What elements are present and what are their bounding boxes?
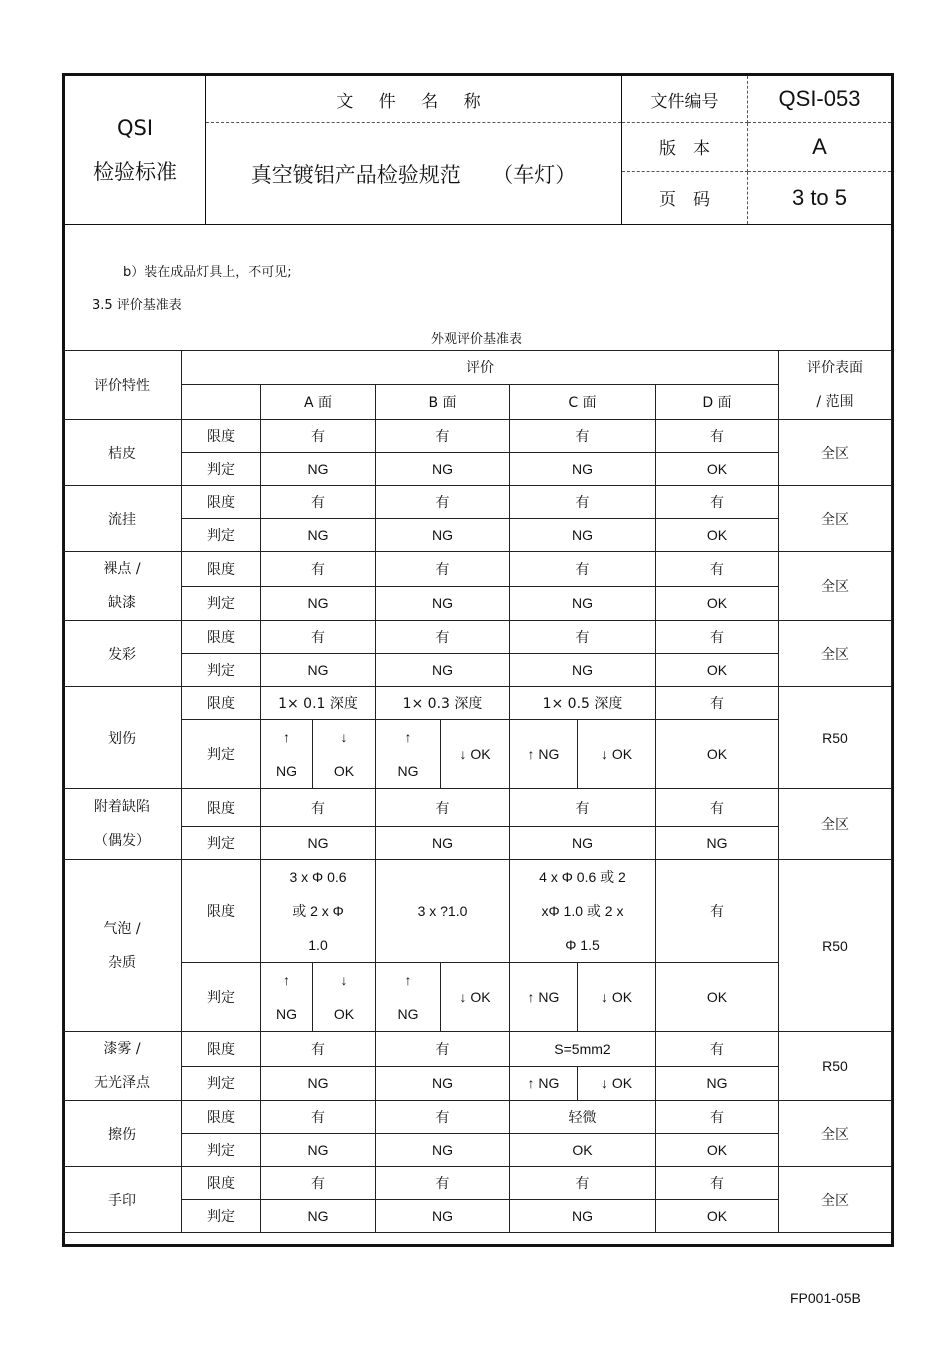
- cell: ↑ NG: [510, 1066, 578, 1101]
- cell: NG: [656, 827, 779, 860]
- cell: 有: [376, 420, 510, 453]
- cell: NG: [510, 519, 656, 552]
- cell: [376, 720, 441, 789]
- judge-label: 判定: [182, 1134, 261, 1167]
- cell: [261, 963, 313, 1032]
- col-surface-1: 评价表面: [807, 360, 863, 376]
- feature-name: 擦伤: [63, 1101, 182, 1167]
- limit-label: 限度: [182, 486, 261, 519]
- cell: 有: [376, 552, 510, 587]
- table-row: [63, 1167, 892, 1200]
- cell: ↑ NG: [510, 720, 578, 789]
- feature-name: [63, 1032, 182, 1101]
- cell: 有: [510, 789, 656, 827]
- feature-name: 手印: [63, 1167, 182, 1233]
- judge-label: 判定: [182, 586, 261, 621]
- judge-label: 判定: [182, 519, 261, 552]
- cell: NG: [261, 1200, 376, 1233]
- col-feature: 评价特性: [63, 351, 182, 420]
- judge-label: 判定: [182, 1066, 261, 1101]
- cell: 有: [656, 621, 779, 654]
- col-a: A 面: [261, 384, 376, 419]
- cell: 有: [261, 789, 376, 827]
- cell: 有: [656, 789, 779, 827]
- feature-name: [63, 860, 182, 1032]
- cell-line: 1.0: [308, 937, 328, 953]
- cell-text: OK: [333, 1006, 355, 1022]
- cell: ↑ NG: [510, 963, 578, 1032]
- cell: NG: [261, 519, 376, 552]
- doc-title: 真空镀铝产品检验规范 （车灯）: [206, 123, 622, 225]
- table-row: [63, 420, 892, 453]
- cell: 有: [656, 1032, 779, 1067]
- cell: 有: [510, 420, 656, 453]
- page-label: 页 码: [622, 171, 748, 224]
- feature-name-line: （偶发）: [94, 833, 150, 849]
- table-row: [63, 1101, 892, 1134]
- limit-label: 限度: [182, 552, 261, 587]
- cell: NG: [261, 453, 376, 486]
- range-cell: 全区: [779, 552, 892, 621]
- header-standard: 检验标准: [93, 160, 177, 184]
- table-title: 外观评价基准表: [430, 332, 522, 347]
- feature-name: 流挂: [63, 486, 182, 552]
- cell: 有: [261, 486, 376, 519]
- range-cell: 全区: [779, 486, 892, 552]
- cell: ↓ OK: [441, 963, 510, 1032]
- cell: 1× 0.3 深度: [376, 687, 510, 720]
- cell: 有: [261, 1101, 376, 1134]
- range-cell: R50: [779, 687, 892, 789]
- range-cell: R50: [779, 1032, 892, 1101]
- feature-name: 桔皮: [63, 420, 182, 486]
- arrow-up-icon: ↑: [283, 972, 290, 988]
- doc-name-label: 文 件 名 称: [206, 75, 622, 123]
- judge-label: 判定: [182, 453, 261, 486]
- cell-line: 3 x Φ 0.6: [289, 869, 347, 885]
- cell: NG: [261, 1066, 376, 1101]
- cell: 有: [376, 1101, 510, 1134]
- feature-name: 发彩: [63, 621, 182, 687]
- cell: 1× 0.1 深度: [261, 687, 376, 720]
- cell: ↓ OK: [578, 720, 656, 789]
- cell: NG: [510, 453, 656, 486]
- range-cell: 全区: [779, 789, 892, 860]
- cell-line: Φ 1.5: [565, 937, 600, 953]
- feature-name-line: 气泡 /: [103, 920, 141, 937]
- cell: 有: [656, 1101, 779, 1134]
- form-code: FP001-05B: [790, 1290, 861, 1306]
- cell-text: NG: [397, 1006, 419, 1022]
- doc-number: QSI-053: [748, 75, 893, 123]
- col-d: D 面: [656, 384, 779, 419]
- cell: 有: [510, 552, 656, 587]
- cell: ↓ OK: [578, 1066, 656, 1101]
- cell: NG: [376, 586, 510, 621]
- arrow-down-icon: ↓: [340, 729, 348, 745]
- cell-text: NG: [276, 763, 297, 779]
- range-cell: 全区: [779, 1167, 892, 1233]
- cell: 有: [261, 552, 376, 587]
- range-cell: R50: [779, 860, 892, 1032]
- cell: ↓ OK: [441, 720, 510, 789]
- cell: NG: [261, 654, 376, 687]
- header-left: [64, 75, 206, 225]
- cell: NG: [376, 654, 510, 687]
- cell: 有: [656, 1167, 779, 1200]
- cell: 有: [656, 420, 779, 453]
- cell: 有: [261, 621, 376, 654]
- cell: 3 x ?1.0: [376, 860, 510, 963]
- cell: 有: [261, 420, 376, 453]
- arrow-up-icon: ↑: [404, 972, 412, 988]
- doc-number-label: 文件编号: [622, 75, 748, 123]
- col-b: B 面: [376, 384, 510, 419]
- cell: NG: [261, 586, 376, 621]
- cell: 有: [376, 789, 510, 827]
- cell: 有: [510, 1167, 656, 1200]
- cell: 有: [261, 1032, 376, 1067]
- cell: 有: [261, 1167, 376, 1200]
- cell: [313, 963, 376, 1032]
- arrow-down-icon: ↓: [340, 972, 348, 988]
- cell: 有: [376, 621, 510, 654]
- table-row: [63, 1032, 892, 1067]
- arrow-up-icon: ↑: [404, 729, 412, 745]
- cell: [510, 860, 656, 963]
- cell: 有: [376, 1167, 510, 1200]
- cell: 轻微: [510, 1101, 656, 1134]
- document-header: [62, 73, 894, 225]
- cell-text: NG: [276, 1006, 297, 1022]
- cell: NG: [376, 453, 510, 486]
- cell-text: OK: [333, 763, 355, 779]
- evaluation-table: [62, 350, 892, 1233]
- judge-label: 判定: [182, 1200, 261, 1233]
- cell: NG: [510, 827, 656, 860]
- col-c: C 面: [510, 384, 656, 419]
- feature-name-line: 附着缺陷: [94, 799, 150, 815]
- cell: OK: [656, 1200, 779, 1233]
- limit-label: 限度: [182, 789, 261, 827]
- cell: [261, 860, 376, 963]
- cell-line: xΦ 1.0 或 2 x: [541, 903, 624, 919]
- cell: 有: [656, 552, 779, 587]
- table-row: [63, 789, 892, 827]
- cell: NG: [656, 1066, 779, 1101]
- cell: NG: [510, 586, 656, 621]
- cell: [376, 963, 441, 1032]
- table-row: [63, 860, 892, 963]
- feature-name-line: 无光泽点: [94, 1075, 150, 1091]
- limit-label: 限度: [182, 621, 261, 654]
- range-cell: 全区: [779, 1101, 892, 1167]
- cell: NG: [376, 1134, 510, 1167]
- cell: 有: [510, 486, 656, 519]
- feature-name-line: 裸点 /: [103, 561, 141, 577]
- cell: OK: [656, 586, 779, 621]
- section-title: 3.5 评价基准表: [92, 298, 182, 313]
- feature-name: [63, 552, 182, 621]
- range-cell: 全区: [779, 420, 892, 486]
- limit-label: 限度: [182, 1167, 261, 1200]
- cell: NG: [376, 1066, 510, 1101]
- cell: NG: [510, 1200, 656, 1233]
- table-row: [63, 486, 892, 519]
- limit-label: 限度: [182, 420, 261, 453]
- cell-text: NG: [397, 763, 419, 779]
- range-cell: 全区: [779, 621, 892, 687]
- feature-name-line: 漆雾 /: [103, 1041, 141, 1057]
- feature-name: [63, 789, 182, 860]
- table-row: [63, 687, 892, 720]
- table-row: [63, 552, 892, 587]
- cell: OK: [656, 1134, 779, 1167]
- cell: ↓ OK: [578, 963, 656, 1032]
- judge-label: 判定: [182, 654, 261, 687]
- blank-cell: [182, 384, 261, 419]
- feature-name: 划伤: [63, 687, 182, 789]
- cell: NG: [376, 827, 510, 860]
- version-value: A: [748, 123, 893, 171]
- header-qsi: QSI: [116, 116, 154, 140]
- page-value: 3 to 5: [748, 171, 893, 224]
- judge-label: 判定: [182, 827, 261, 860]
- judge-label: 判定: [182, 720, 261, 789]
- cell: NG: [510, 654, 656, 687]
- feature-name-line: 杂质: [108, 954, 136, 971]
- cell-line: 4 x Φ 0.6 或 2: [539, 869, 626, 885]
- note-b: b）装在成品灯具上，不可见;: [123, 265, 292, 280]
- cell: OK: [656, 453, 779, 486]
- cell: 有: [376, 486, 510, 519]
- cell: NG: [261, 827, 376, 860]
- cell: 有: [656, 860, 779, 963]
- limit-label: 限度: [182, 1101, 261, 1134]
- cell: 有: [510, 621, 656, 654]
- cell: NG: [376, 519, 510, 552]
- cell: OK: [510, 1134, 656, 1167]
- col-eval: 评价: [182, 351, 779, 385]
- cell: 1× 0.5 深度: [510, 687, 656, 720]
- cell: NG: [376, 1200, 510, 1233]
- cell: [313, 720, 376, 789]
- cell: 有: [656, 687, 779, 720]
- arrow-up-icon: ↑: [283, 729, 290, 745]
- cell: [261, 720, 313, 789]
- cell: OK: [656, 720, 779, 789]
- cell: 有: [656, 486, 779, 519]
- table-row: [63, 621, 892, 654]
- limit-label: 限度: [182, 1032, 261, 1067]
- cell-line: 或 2 x Φ: [292, 903, 344, 919]
- version-label: 版 本: [622, 123, 748, 171]
- feature-name-line: 缺漆: [108, 595, 136, 611]
- judge-label: 判定: [182, 963, 261, 1032]
- cell: OK: [656, 519, 779, 552]
- cell: S=5mm2: [510, 1032, 656, 1067]
- cell: OK: [656, 963, 779, 1032]
- limit-label: 限度: [182, 687, 261, 720]
- limit-label: 限度: [182, 860, 261, 963]
- cell: NG: [261, 1134, 376, 1167]
- cell: 有: [376, 1032, 510, 1067]
- col-surface-2: / 范围: [816, 394, 854, 410]
- cell: OK: [656, 654, 779, 687]
- col-surface: [779, 351, 892, 420]
